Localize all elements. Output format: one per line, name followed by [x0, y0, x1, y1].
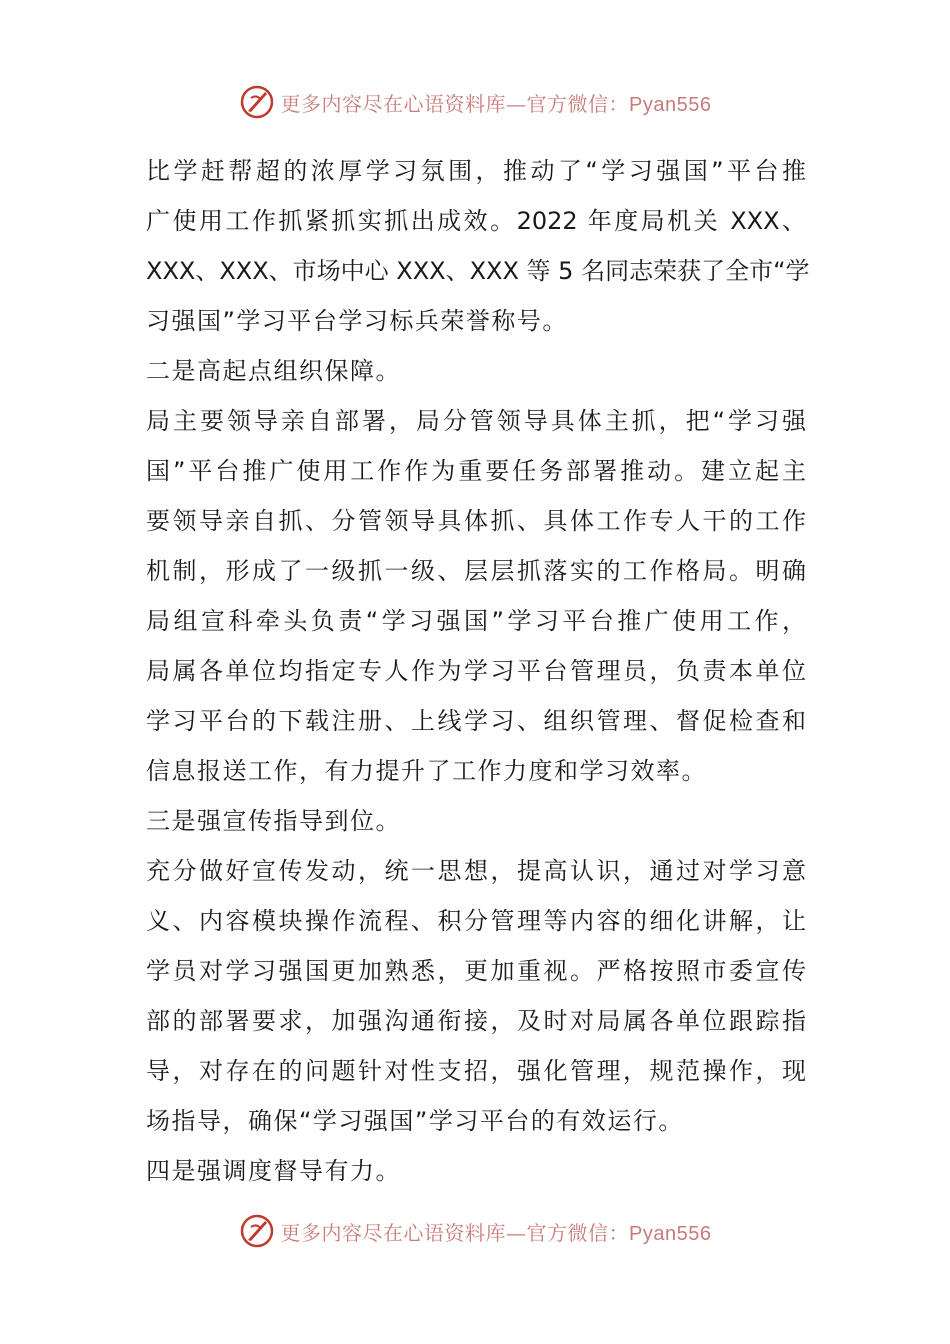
- text-line: XXX、XXX、市场中心 XXX、XXX 等 5 名同志荣获了全市“学: [146, 257, 810, 285]
- footer-watermark: [0, 1209, 950, 1253]
- text-line: 比学赶帮超的浓厚学习氛围，推动了“学习强国”平台推: [146, 157, 806, 185]
- text-line: 学习平台的下载注册、上线学习、组织管理、督促检查和: [146, 707, 806, 735]
- quill-logo-icon: [239, 1213, 275, 1249]
- text-line: 二是高起点组织保障。: [146, 357, 401, 385]
- text-line: 义、内容模块操作流程、积分管理等内容的细化讲解，让: [146, 907, 806, 935]
- quill-logo-icon: [239, 84, 275, 120]
- text-line: 信息报送工作，有力提升了工作力度和学习效率。: [146, 757, 707, 785]
- watermark-account: Pyan556: [629, 93, 712, 116]
- text-line: 部的部署要求，加强沟通衔接，及时对局属各单位跟踪指: [146, 1007, 806, 1035]
- text-line: 习强国”学习平台学习标兵荣誉称号。: [146, 307, 568, 335]
- text-line: 三是强宣传指导到位。: [146, 807, 401, 835]
- watermark-account: Pyan556: [629, 1222, 712, 1245]
- text-line: 四是强调度督导有力。: [146, 1157, 401, 1185]
- text-line: 局组宣科牵头负责“学习强国”学习平台推广使用工作，: [146, 607, 806, 635]
- text-line: 广使用工作抓紧抓实抓出成效。2022 年度局机关 XXX、: [146, 207, 806, 235]
- text-line: 机制，形成了一级抓一级、层层抓落实的工作格局。明确: [146, 557, 806, 585]
- text-line: 要领导亲自抓、分管领导具体抓、具体工作专人干的工作: [146, 507, 806, 535]
- watermark-text: 更多内容尽在心语资料库—官方微信：Pyan556: [280, 91, 712, 116]
- text-line: 导，对存在的问题针对性支招，强化管理，规范操作，现: [146, 1057, 806, 1085]
- header-watermark: [0, 80, 950, 124]
- text-line: 学员对学习强国更加熟悉，更加重视。严格按照市委宣传: [146, 957, 806, 985]
- text-line: 局主要领导亲自部署，局分管领导具体主抓，把“学习强: [146, 407, 806, 435]
- text-line: 国”平台推广使用工作作为重要任务部署推动。建立起主: [146, 457, 806, 485]
- text-line: 局属各单位均指定专人作为学习平台管理员，负责本单位: [146, 657, 806, 685]
- text-line: 充分做好宣传发动，统一思想，提高认识，通过对学习意: [146, 857, 806, 885]
- text-line: 场指导，确保“学习强国”学习平台的有效运行。: [146, 1107, 684, 1135]
- watermark-text: 更多内容尽在心语资料库—官方微信：Pyan556: [280, 1220, 712, 1245]
- document-body: [146, 146, 810, 1196]
